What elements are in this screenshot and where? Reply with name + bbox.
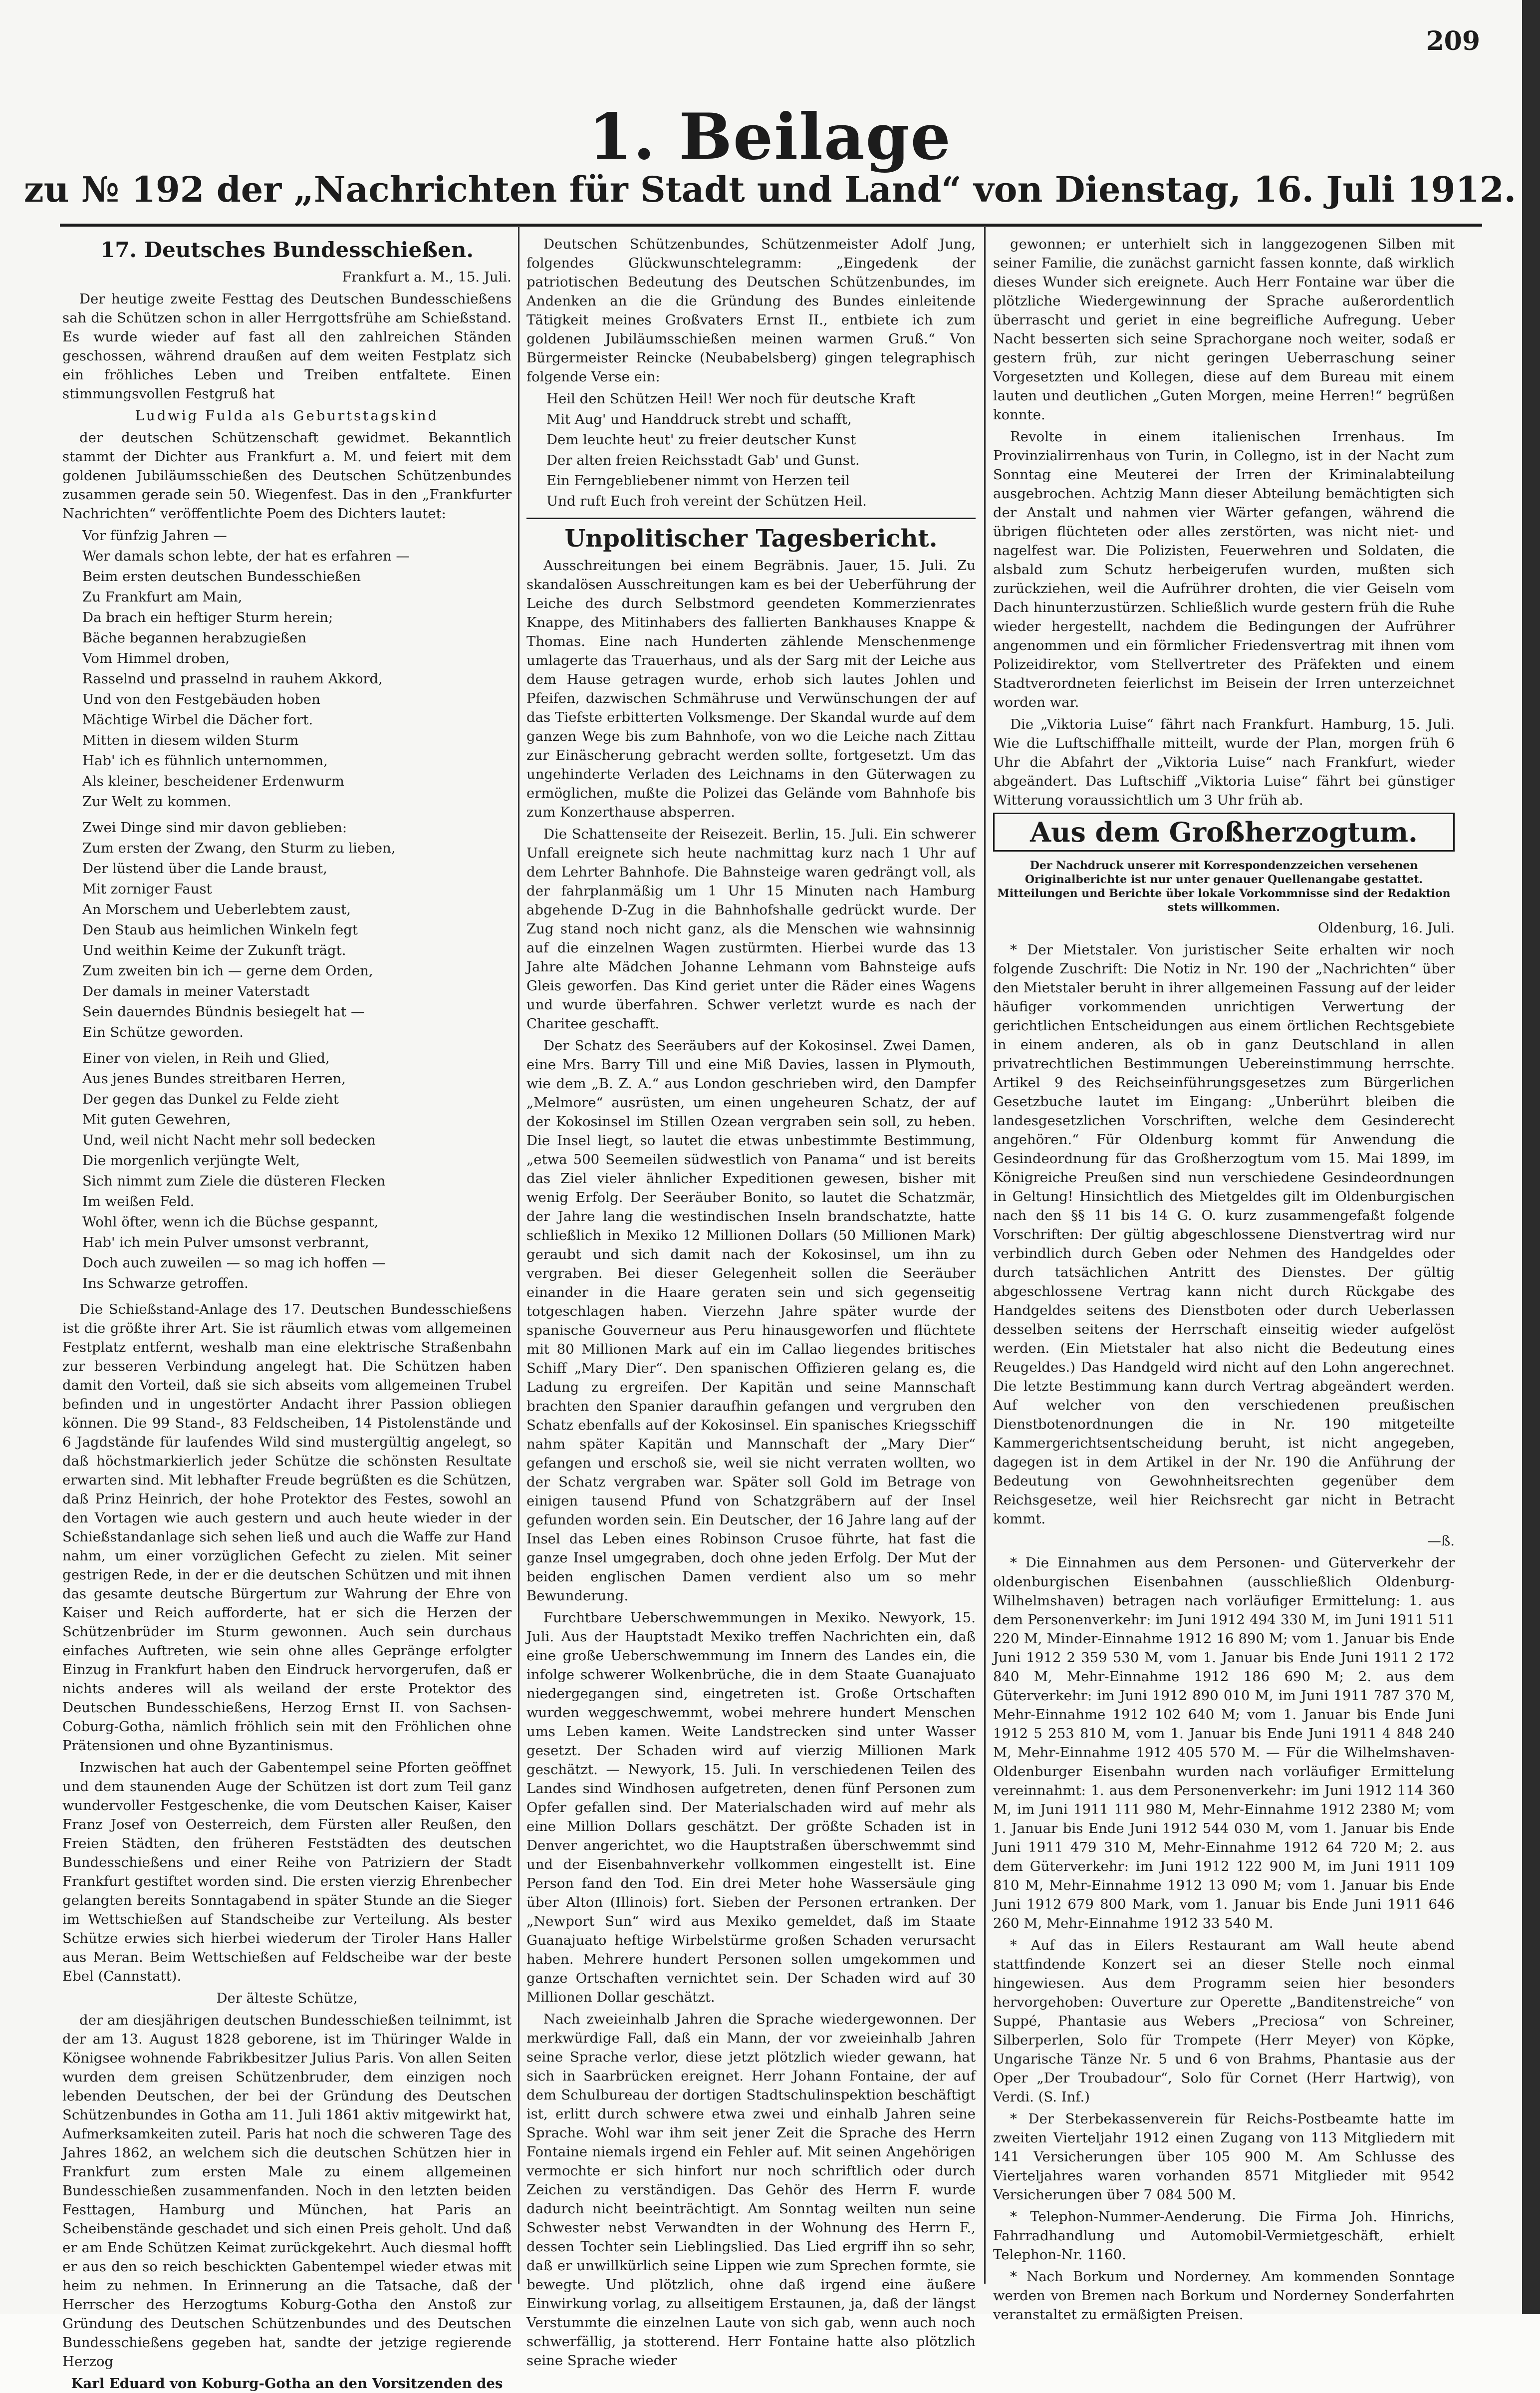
poem-line: Einer von vielen, in Reih und Glied, bbox=[82, 1050, 330, 1066]
dateline: Oldenburg, 16. Juli. bbox=[1317, 920, 1455, 936]
poem-line: Als kleiner, bescheidener Erdenwurm bbox=[82, 773, 344, 789]
poem-line: Ein Ferngebliebener nimmt von Herzen teil bbox=[546, 473, 850, 489]
reprint-note: Der Nachdruck unserer mit Korrespondenzzeichen versehenen Originalberichte ist nur unter genauer Quellenangabe gestattet. Mitteilungen und Berichte über lokale Vorkommnisse sind der Redaktion stets willkommen. bbox=[997, 859, 1451, 914]
poem-line: Und weithin Keime der Zukunft trägt. bbox=[82, 942, 346, 958]
page-number: 209 bbox=[1426, 26, 1480, 56]
paragraph: Inzwischen hat auch der Gabentempel seine Pforten geöffnet und dem staunenden Auge der Schützen ist dort zum Teil ganz wundervoller Festgeschenke, die vom Deutschen Kaiser, Kaiser Franz Josef von Oesterreich, dem Fürsten aller Reußen, den Freien Städten, den früheren Feststädten des deutschen Bundesschießens und einer Reihe von Patriziern der Stadt Frankfurt gestiftet worden sind. Die ersten vierzig Ehrenbecher gelangten bereits Sonntagabend in später Stunde an die Sieger im Wettschießen auf Standscheibe zur Verteilung. Als bester Schütze erwies sich hierbei wiederum der Tiroler Hans Haller aus Meran. Beim Wettschießen auf Feldscheibe war der beste Ebel (Cannstatt). bbox=[62, 1760, 512, 1984]
poem-stanza-2 bbox=[62, 818, 512, 1042]
section-heading: Unpolitischer Tagesbericht. bbox=[564, 525, 938, 553]
poem-line: Im weißen Feld. bbox=[82, 1194, 195, 1209]
news-item: * Telephon-Nummer-Aenderung. Die Firma Joh. Hinrichs, Fahrradhandlung und Automobil-Vermietgeschäft, erhielt Telephon-Nr. 1160. bbox=[993, 2209, 1455, 2263]
poem-line: Heil den Schützen Heil! Wer noch für deutsche Kraft bbox=[546, 391, 915, 407]
news-item: Die „Viktoria Luise“ fährt nach Frankfurt. Hamburg, 15. Juli. Wie die Luftschiffhalle mitteilt, wurde der Plan, morgen früh 6 Uhr die Abfahrt der „Viktoria Luise“ nach Frankfurt, wieder abgeändert. Das Luftschiff „Viktoria Luise“ fährt bei günstiger Witterung voraussichtlich um 3 Uhr früh ab. bbox=[993, 716, 1455, 808]
poem-line: Zum ersten der Zwang, den Sturm zu lieben, bbox=[82, 840, 396, 856]
paragraph: gewonnen; er unterhielt sich in langgezogenen Silben mit seiner Familie, die zunächst garnicht fassen konnte, daß wirklich dieses Wunder sich ereignete. Auch Herr Fontaine war über die plötzliche Wiedergewinnung der Sprache außerordentlich überrascht und geriet in eine begreifliche Aufregung. Ueber Nacht besserten sich seine Sprachorgane noch weiter, sodaß er gestern früh, zur nicht geringen Ueberraschung seiner Vorgesetzten und Kollegen, diese auf dem Bureau mit einem lauten und deutlichen „Guten Morgen, meine Herren!“ begrüßen konnte. bbox=[993, 236, 1455, 423]
news-item: Furchtbare Ueberschwemmungen in Mexiko. Newyork, 15. Juli. Aus der Hauptstadt Mexiko treffen Nachrichten ein, daß eine große Ueberschwemmung im Innern des Landes ein, die infolge schwerer Wolkenbrüche, die in dem Staate Guanajuato niedergegangen sind, eingetreten ist. Große Ortschaften wurden weggeschwemmt, wobei mehrere hundert Menschen ums Leben kamen. Weite Landstrecken sind unter Wasser gesetzt. Der Schaden wird auf vierzig Millionen Mark geschätzt. — Newyork, 15. Juli. In verschiedenen Teilen des Landes sind Windhosen aufgetreten, denen fünf Personen zum Opfer gefallen sind. Der Materialschaden wird auf mehr als eine Million Dollars geschätzt. Der größte Schaden ist in Denver angerichtet, wo die Hauptstraßen überschwemmt sind und der Eisenbahnverkehr vollkommen eingestellt ist. Eine Person fand den Tod. Ein drei Meter hohe Wassersäule ging über Alton (Illinois) fort. Sieben der Personen ertranken. Der „Newport Sun“ wird aus Mexiko gemeldet, daß im Staate Guanajuato heftige Wirbelstürme großen Schaden verursacht haben. Mehrere hundert Personen sollen umgekommen und ganze Ortschaften vernichtet sein. Der Schaden wird auf 30 Millionen Dollar geschätzt. bbox=[526, 1610, 976, 2005]
column-3 bbox=[993, 235, 1455, 2323]
poem-line: Mitten in diesem wilden Sturm bbox=[82, 732, 299, 748]
poem-line: Zwei Dinge sind mir davon geblieben: bbox=[82, 820, 347, 836]
signature: —ß. bbox=[1427, 1533, 1455, 1549]
poem-line: Vor fünfzig Jahren — bbox=[82, 528, 227, 544]
column-1 bbox=[62, 235, 512, 2392]
news-item: Der Schatz des Seeräubers auf der Kokosinsel. Zwei Damen, eine Mrs. Barry Till und eine Miß Davies, lassen in Plymouth, wie dem „B. Z. A.“ aus London geschrieben wird, den Dampfer „Melmore“ ausrüsten, um einen ungeheuren Schatz, der auf der Kokosinsel im Stillen Ozean vergraben sein soll, zu heben. Die Insel liegt, so lautet die etwas unbestimmte Bestimmung, „etwa 500 Seemeilen südwestlich von Panama“ und ist bereits das Ziel vieler ähnlicher Expeditionen gewesen, bisher mit wenig Erfolg. Der Seeräuber Bonito, so lautet die Schatzmär, der Jahre lang die westindischen Inseln brandschatzte, hatte schließlich in Mexiko 12 Millionen Dollars (50 Millionen Mark) geraubt und sich damit nach der Kokosinsel, um ihn zu vergraben. Bei dieser Gelegenheit sollen die Seeräuber einander in die Haare geraten sein und sich gegenseitig totgeschlagen haben. Vierzehn Jahre später wurde der spanische Gouverneur aus Peru hinausgeworfen und flüchtete mit 80 Millionen Mark auf ein im Callao liegendes britisches Schiff „Mary Dier“. Den spanischen Offizieren gelang es, die Ladung zu ergreifen. Der Kapitän und seine Mannschaft brachten den Spanier daraufhin gefangen und vergruben den Schatz ebenfalls auf der Kokosinsel. Ein spanisches Kriegsschiff nahm später Kapitän und Mannschaft der „Mary Dier“ gefangen und erschoß sie, weil sie nicht verraten wollten, wo der Schatz vergraben war. Später soll Gold im Betrage von einigen tausend Pfund von Schatzgräbern auf der Insel gefunden worden sein. Ein Deutscher, der 16 Jahre lang auf der Insel das Leben eines Robinson Crusoe führte, hat fast die ganze Insel umgegraben, doch ohne jeden Erfolg. Der Mut der beiden englischen Damen verdient also um so mehr Bewunderung. bbox=[526, 1038, 976, 1604]
poem-line: Mit guten Gewehren, bbox=[82, 1112, 231, 1128]
poem-line: Zum zweiten bin ich — gerne dem Orden, bbox=[82, 963, 373, 979]
poem-line: Rasselnd und prasselnd in rauhem Akkord, bbox=[82, 671, 383, 687]
poem-line: Aus jenes Bundes streitbaren Herren, bbox=[82, 1071, 346, 1087]
poem-line: Sein dauerndes Bündnis besiegelt hat — bbox=[82, 1004, 365, 1020]
poem-line: Der damals in meiner Vaterstadt bbox=[82, 983, 310, 999]
poem-line: Hab' ich mein Pulver umsonst verbrannt, bbox=[82, 1234, 369, 1250]
news-item: * Der Mietstaler. Von juristischer Seite erhalten wir noch folgende Zuschrift: Die Notiz in Nr. 190 der „Nachrichten“ über den Mietstaler beruht in ihrer allgemeinen Fassung auf der leider häufiger vorkommenden unrichtigen Verwertung der gerichtlichen Entscheidungen aus einem örtlichen Rechtsgebiete in einem anderen, als ob in ganz Deutschland in allen privatrechtlichen Bestimmungen Uebereinstimmung herrschte. Artikel 9 des Reichseinführungsgesetzes zum Bürgerlichen Gesetzbuche lautet im Eingang: „Unberührt bleiben die landesgesetzlichen Vorschriften, welche dem Gesinderecht angehören.“ Für Oldenburg kommt für Anwendung die Gesindeordnung für das Großherzogtum vom 15. Mai 1899, im Königreiche Preußen sind nun verschiedene Gesindeordnungen in Geltung! Hinsichtlich des Mietgeldes gilt im Oldenburgischen nach den §§ 11 bis 14 G. O. kurz zusammengefaßt folgende Vorschriften: Der gültig abgeschlossene Dienstvertrag wird nur verbindlich durch Geben oder Nehmen des Handgeldes oder durch tatsächlichen Antritt des Dienstes. Der gültig abgeschlossene Vertrag kann nicht durch Rückgabe des Handgeldes seitens des Dienstboten oder durch Ueberlassen desselben seitens der Herrschaft einseitig wieder aufgelöst werden. (Ein Mietstaler hat also nicht die Bedeutung eines Reugeldes.) Das Handgeld wird nicht auf den Lohn angerechnet. Die letzte Bestimmung kann durch Vertrag abgeändert werden. Auf welcher von den verschiedenen preußischen Dienstbotenordnungen die in Nr. 190 mitgeteilte Kammergerichtsentscheidung beruht, ist nicht angegeben, dagegen ist in dem Artikel in der Nr. 190 die Anführung der Bedeutung von Gewohnheitsrechten gegenüber dem Reichsgesetze, weil hier Reichsrecht gar nicht in Betracht kommt. bbox=[993, 942, 1455, 1527]
poem-line: Bäche begannen herabzugießen bbox=[82, 630, 307, 646]
poem-line: Mit Aug' und Handdruck strebt und schafft, bbox=[546, 411, 852, 427]
subheading: Der älteste Schütze, bbox=[216, 1990, 358, 2006]
poem-line: Zur Welt zu kommen. bbox=[82, 794, 232, 810]
section-rule bbox=[526, 518, 976, 519]
paragraph: der am diesjährigen deutschen Bundesschießen teilnimmt, ist der am 13. August 1828 geborene, ist im Thüringer Walde in Königsee wohnende Fabrikbesitzer Julius Paris. Von allen Seiten wurden dem greisen Schützenbruder, dem einzigen noch lebenden Deutschen, der bei der Gründung des Deutschen Schützenbundes in Gotha am 11. Juli 1861 aktiv mitgewirkt hat, Aufmerksamkeiten zuteil. Paris hat noch die schweren Tage des Jahres 1862, an welchem sich die deutschen Schützen hier in Frankfurt zum ersten Male zu einem allgemeinen Bundesschießen zusammenfanden. Noch in den letzten beiden Festtagen, Hamburg und München, hat Paris an Scheibenstände geschadet und sich einen Preis geholt. Und daß er am Ende Schützen Keimat zurückgekehrt. Auch diesmal hofft er aus den so reich beschickten Gabentempel wieder etwas mit heim zu nehmen. In Erinnerung an die Tatsache, daß der Herrscher des Herzogtums Koburg-Gotha den Anstoß zur Gründung des Deutschen Schützenbundes und des Deutschen Bundesschießens gegeben hat, sandte der jetzige regierende Herzog bbox=[62, 2012, 512, 2370]
news-item: * Auf das in Eilers Restaurant am Wall heute abend stattfindende Konzert sei an dieser Stelle noch einmal hingewiesen. Aus dem Programm seien hier besonders hervorgehoben: Ouverture zur Operette „Banditenstreiche“ von Suppé, Phantasie aus Webers „Preciosa“ von Schreiner, Silberperlen, Solo für Trompete (Herr Meyer) von Köpke, Ungarische Tänze Nr. 5 und 6 von Brahms, Phantasie aus der Oper „Der Troubadour“, Solo für Cornet (Herr Hartwig), von Verdi. (S. Inf.) bbox=[993, 1937, 1455, 2105]
poem-line: Mächtige Wirbel die Dächer fort. bbox=[82, 712, 313, 728]
masthead: 1. Beilage bbox=[588, 100, 952, 174]
section-heading: Aus dem Großherzogtum. bbox=[1030, 816, 1418, 848]
article-title: 17. Deutsches Bundesschießen. bbox=[100, 238, 474, 262]
poem-line: Die morgenlich verjüngte Welt, bbox=[82, 1153, 300, 1169]
poem-line: Zu Frankfurt am Main, bbox=[82, 589, 243, 605]
poem-stanza-1 bbox=[62, 526, 512, 811]
poem-line: Dem leuchte heut' zu freier deutscher Kunst bbox=[546, 432, 856, 448]
section-box bbox=[993, 813, 1455, 852]
paragraph: Die Schießstand-Anlage des 17. Deutschen Bundesschießens ist die größte ihrer Art. Sie ist räumlich etwas vom allgemeinen Festplatz entfernt, weshalb man eine elektrische Straßenbahn zur besseren Verbindung angelegt hat. Die Schützen haben damit den Vorteil, daß sie sich abseits vom allgemeinen Trubel befinden und in ungestörter Andacht ihrer Passion obliegen können. Die 99 Stand-, 83 Feldscheiben, 14 Pistolenstände und 6 Jagdstände für laufendes Wild sind mustergültig angelegt, so daß höchstmarkierlich jeder Schütze die schönsten Resultate erwarten sind. Mit lebhafter Freude begrüßten es die Schützen, daß Prinz Heinrich, der hohe Protektor des Festes, sowohl an den Vortagen wie auch gestern und auch heute wieder in der Schießstandanlage sich sehen ließ und auch die Waffe zur Hand nahm, um einer vorzüglichen Gefecht zu zielen. Mit seiner gestrigen Rede, in der er die deutschen Schützen und mit ihnen das gesamte deutsche Bürgertum zur Wahrung der Ehre von Kaiser und Reich aufforderte, hat er sich die Herzen der Schützenbrüder im Sturm gewonnen. Auch sein durchaus einfaches Auftreten, wie sein ohne alles Gepränge erfolgter Einzug in Frankfurt haben den Eindruck hervorgerufen, daß er nichts anderes will als weiland der erste Protektor des Deutschen Bundesschießens, Herzog Ernst II. von Sachsen-Coburg-Gotha, nämlich fröhlich sein mit den Fröhlichen ohne Prätensionen und ohne Byzantinismus. bbox=[62, 1301, 512, 1754]
column-divider bbox=[518, 227, 519, 2284]
paragraph-end: Karl Eduard von Koburg-Gotha an den Vorsitzenden des bbox=[71, 2376, 503, 2392]
poem-line: Hab' ich es fühnlich unternommen, bbox=[82, 753, 328, 769]
header-rule bbox=[60, 224, 1482, 227]
telegram-verses bbox=[526, 389, 976, 511]
dateline: Frankfurt a. M., 15. Juli. bbox=[342, 269, 512, 285]
news-item: * Nach Borkum und Norderney. Am kommenden Sonntage werden von Bremen nach Borkum und Norderney Sonderfahrten veranstaltet zu ermäßigten Preisen. bbox=[993, 2269, 1455, 2323]
poem-line: Wohl öfter, wenn ich die Büchse gespannt, bbox=[82, 1214, 379, 1230]
poem-line: Ins Schwarze getroffen. bbox=[82, 1275, 249, 1291]
paragraph: Deutschen Schützenbundes, Schützenmeister Adolf Jung, folgendes Glückwunschtelegramm: „Eingedenk der patriotischen Bedeutung des Deutschen Schützenbundes, im Andenken an die die Gründung des Bundes einleitende Tätigkeit meines Großvaters Ernst II., entbiete ich zum goldenen Jubiläumsschießen meinen warmen Gruß.“ Von Bürgermeister Reincke (Neubabelsberg) gingen telegraphisch folgende Verse ein: bbox=[526, 236, 976, 385]
poem-line: Beim ersten deutschen Bundesschießen bbox=[82, 569, 361, 585]
scan-edge bbox=[1522, 0, 1540, 2314]
column-2 bbox=[526, 235, 976, 2369]
poem-line: Der alten freien Reichsstadt Gab' und Gunst. bbox=[546, 452, 860, 468]
poem-line: Den Staub aus heimlichen Winkeln fegt bbox=[82, 922, 358, 938]
poem-line: Da brach ein heftiger Sturm herein; bbox=[82, 609, 333, 625]
news-item: Die Schattenseite der Reisezeit. Berlin, 15. Juli. Ein schwerer Unfall ereignete sich heute nachmittag kurz nach 1 Uhr auf dem Lehrter Bahnhofe. Die Bahnsteige waren gedrängt voll, als der fahrplanmäßig um 1 Uhr 15 Minuten nach Hamburg abgehende D-Zug in die Bahnhofshalle gedrückt wurde. Der Zug stand noch nicht ganz, als die Menschen wie wahnsinnig auf die einzelnen Wagen zustürmten. Hierbei wurde das 13 Jahre alte Mädchen Johanne Lehmann vom Bahnsteige aufs Gleis geworfen. Das Kind geriet unter die Räder eines Wagens und wurde überfahren. Schwer verletzt wurde es nach der Charitee geschafft. bbox=[526, 826, 976, 1032]
poem-line: An Morschem und Ueberlebtem zaust, bbox=[82, 901, 351, 917]
poem-line: Doch auch zuweilen — so mag ich hoffen — bbox=[82, 1255, 386, 1271]
issue-subhead: zu № 192 der „Nachrichten für Stadt und Land“ von Dienstag, 16. Juli 1912. bbox=[23, 169, 1517, 210]
news-item: Ausschreitungen bei einem Begräbnis. Jauer, 15. Juli. Zu skandalösen Ausschreitungen kam es bei der Ueberführung der Leiche des durch Selbstmord geendeten Kommerzienrates Knappe, des Mitinhabers des fallierten Bankhauses Knappe & Thomas. Eine nach Hunderten zählende Menschenmenge umlagerte das Trauerhaus, und als der Sarg mit der Leiche aus dem Hause getragen wurde, erhob sich lautes Johlen und Pfeifen, dazwischen Schmähruse und Verwünschungen der auf das Tiefste erbitterten Volksmenge. Der Skandal wurde auf dem ganzen Wege bis zum Bahnhofe, von wo die Leiche nach Zittau zur Einäscherung gebracht werden sollte, fortgesetzt. Um das ungehinderte Verladen des Leichnams in den Güterwagen zu ermöglichen, mußte die Polizei das Gelände vom Bahnhofe bis zum Konzerthause absperren. bbox=[526, 558, 976, 820]
paragraph: Der heutige zweite Festtag des Deutschen Bundesschießens sah die Schützen schon in aller Herrgottsfrühe am Schießstand. Es wurde wieder auf fast all den zahlreichen Ständen geschossen, während draußen auf dem weiten Festplatz sich ein fröhliches Leben und Treiben entfaltete. Einen stimmungsvollen Festgruß hat bbox=[62, 291, 512, 402]
poem-line: Und von den Festgebäuden hoben bbox=[82, 691, 320, 707]
poem-line: Sich nimmt zum Ziele die düsteren Flecken bbox=[82, 1173, 386, 1189]
poem-stanza-3 bbox=[62, 1049, 512, 1293]
poem-line: Ein Schütze geworden. bbox=[82, 1024, 244, 1040]
highlight-line: Ludwig Fulda als Geburtstagskind bbox=[135, 408, 439, 424]
poem-line: Der lüstend über die Lande braust, bbox=[82, 861, 327, 877]
poem-line: Und ruft Euch froh vereint der Schützen Heil. bbox=[546, 493, 867, 509]
news-item: * Der Sterbekassenverein für Reichs-Postbeamte hatte im zweiten Vierteljahr 1912 einen Zugang von 113 Mitgliedern mit 141 Versicherungen über 105 900 M. Am Schlusse des Vierteljahres waren vorhanden 8571 Mitglieder mit 9542 Versicherungen über 7 084 500 M. bbox=[993, 2111, 1455, 2203]
poem-line: Und, weil nicht Nacht mehr soll bedecken bbox=[82, 1132, 376, 1148]
paragraph: der deutschen Schützenschaft gewidmet. Bekanntlich stammt der Dichter aus Frankfurt a. M. und feiert mit dem goldenen Jubiläumsschießen des Deutschen Schützenbundes zusammen gerade sein 50. Wiegenfest. Das in den „Frankfurter Nachrichten“ veröffentlichte Poem des Dichters lautet: bbox=[62, 430, 512, 522]
poem-line: Vom Himmel droben, bbox=[82, 650, 230, 666]
news-item: * Die Einnahmen aus dem Personen- und Güterverkehr der oldenburgischen Eisenbahnen (ausschließlich Oldenburg-Wilhelmshaven) betragen nach vorläufiger Ermittelung: 1. aus dem Personenverkehr: im Juni 1912 494 330 M, im Juni 1911 511 220 M, Minder-Einnahme 1912 16 890 M; vom 1. Januar bis Ende Juni 1912 2 359 530 M, vom 1. Januar bis Ende Juni 1911 2 172 840 M, Mehr-Einnahme 1912 186 690 M; 2. aus dem Güterverkehr: im Juni 1912 890 010 M, im Juni 1911 787 370 M, Mehr-Einnahme 1912 102 640 M; vom 1. Januar bis Ende Juni 1912 5 253 810 M, vom 1. Januar bis Ende Juni 1911 4 848 240 M, Mehr-Einnahme 1912 405 570 M. — Für die Wilhelmshaven-Oldenburger Eisenbahn wurden nach vorläufiger Ermittelung vereinnahmt: 1. aus dem Personenverkehr: im Juni 1912 114 360 M, im Juni 1911 111 980 M, Mehr-Einnahme 1912 2380 M; vom 1. Januar bis Ende Juni 1912 544 030 M, vom 1. Januar bis Ende Juni 1911 479 310 M, Mehr-Einnahme 1912 64 720 M; 2. aus dem Güterverkehr: im Juni 1912 122 900 M, im Juni 1911 109 810 M, Mehr-Einnahme 1912 13 090 M; vom 1. Januar bis Ende Juni 1912 679 800 Mark, vom 1. Januar bis Ende Juni 1911 646 260 M, Mehr-Einnahme 1912 33 540 M. bbox=[993, 1555, 1455, 1931]
poem-line: Der gegen das Dunkel zu Felde zieht bbox=[82, 1091, 339, 1107]
news-item: Revolte in einem italienischen Irrenhaus. Im Provinzialirrenhaus von Turin, in Collegno, ist in der Nacht zum Sonntag eine Meuterei der Irren der Kriminalabteilung ausgebrochen. Achtzig Mann dieser Abteilung bemächtigten sich der Anstalt und nahmen vier Wärter gefangen, während die übrigen flüchteten oder alles zerstörten, was nicht niet- und nagelfest war. Die Polizisten, Feuerwehren und Soldaten, die alsbald zum Schutz herbeigerufen wurden, mußten sich zurückziehen, weil die Aufrührer drohten, die vier Geiseln vom Dach hinunterzustürzen. Schließlich wurde gestern früh die Ruhe wieder hergestellt, nachdem die Bedingungen der Aufrührer angenommen und ein förmlicher Friedensvertrag mit ihnen vom Polizeidirektor, vom Stellvertreter des Präfekten und einem Stadtverordneten feierlichst im Beisein der Irren unterzeichnet worden war. bbox=[993, 429, 1455, 710]
column-divider bbox=[984, 227, 986, 2284]
news-item: Nach zweieinhalb Jahren die Sprache wiedergewonnen. Der merkwürdige Fall, daß ein Mann, der vor zweieinhalb Jahren seine Sprache verlor, diese jetzt plötzlich wieder gewann, hat sich in Saarbrücken ereignet. Herr Johann Fontaine, der auf dem Schulbureau der dortigen Stadtschulinspektion beschäftigt ist, erlitt durch schwere etwa zwei und einhalb Jahren seine Sprache. Wohl war ihm seit jener Zeit die Sprache des Herrn Fontaine niemals irgend ein Fehler auf. Mit seinen Angehörigen vermochte er sich hinfort nur noch schriftlich oder durch Zeichen zu verständigen. Das Gehör des Herrn F. wurde dadurch nicht beeinträchtigt. Am Sonntag weilten nun seine Schwester nebst Verwandten in der Wohnung des Herrn F., dessen Tochter sein Lieblingslied. Das Lied ergriff ihn so sehr, daß er unwillkürlich seine Lippen wie zum Sprechen formte, sie bewegte. Und plötzlich, ohne daß irgend eine äußere Einwirkung vorlag, zu allseitigem Erstaunen, ja, daß der längst Verstummte die einzelnen Laute von sich gab, wenn auch noch schwerfällig, ja stotterend. Herr Fontaine hatte also plötzlich seine Sprache wieder bbox=[526, 2011, 976, 2369]
poem-line: Mit zorniger Faust bbox=[82, 881, 212, 897]
poem-line: Wer damals schon lebte, der hat es erfahren — bbox=[82, 548, 410, 564]
